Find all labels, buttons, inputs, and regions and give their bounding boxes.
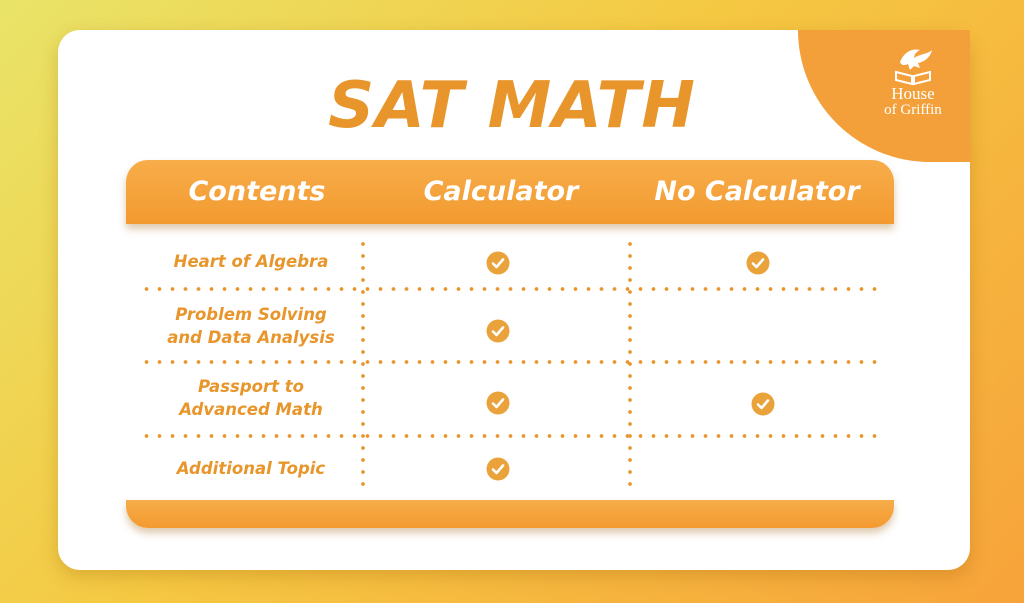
row-label-line: Problem Solving bbox=[175, 305, 327, 324]
check-circle-icon bbox=[486, 457, 510, 481]
row-label-line: Passport to bbox=[198, 377, 304, 396]
page-title: SAT MATH bbox=[328, 69, 696, 143]
row-label-line: Additional Topic bbox=[176, 459, 326, 478]
row-label-line: Advanced Math bbox=[179, 400, 323, 419]
row-divider bbox=[140, 434, 884, 438]
table-footer bbox=[126, 500, 894, 528]
check-circle-icon bbox=[751, 392, 775, 416]
table-header bbox=[126, 160, 894, 224]
row-divider bbox=[140, 360, 884, 364]
check-circle-icon bbox=[486, 391, 510, 415]
row-label-line: and Data Analysis bbox=[167, 328, 335, 347]
check-circle-icon bbox=[486, 251, 510, 275]
row-label-additional-topic bbox=[140, 457, 362, 480]
header-no-calculator: No Calculator bbox=[654, 176, 860, 207]
row-label-problem-solving bbox=[140, 303, 362, 349]
row-label-line: Heart of Algebra bbox=[173, 252, 329, 271]
row-label-heart-of-algebra bbox=[140, 250, 362, 273]
header-calculator: Calculator bbox=[423, 176, 579, 207]
brand-name-line1: House bbox=[891, 84, 935, 103]
check-circle-icon bbox=[486, 319, 510, 343]
row-divider bbox=[140, 287, 884, 291]
header-contents: Contents bbox=[188, 176, 326, 207]
check-circle-icon bbox=[746, 251, 770, 275]
brand-name-line2: of Griffin bbox=[884, 102, 942, 118]
row-label-passport-to-advanced-math bbox=[140, 375, 362, 421]
